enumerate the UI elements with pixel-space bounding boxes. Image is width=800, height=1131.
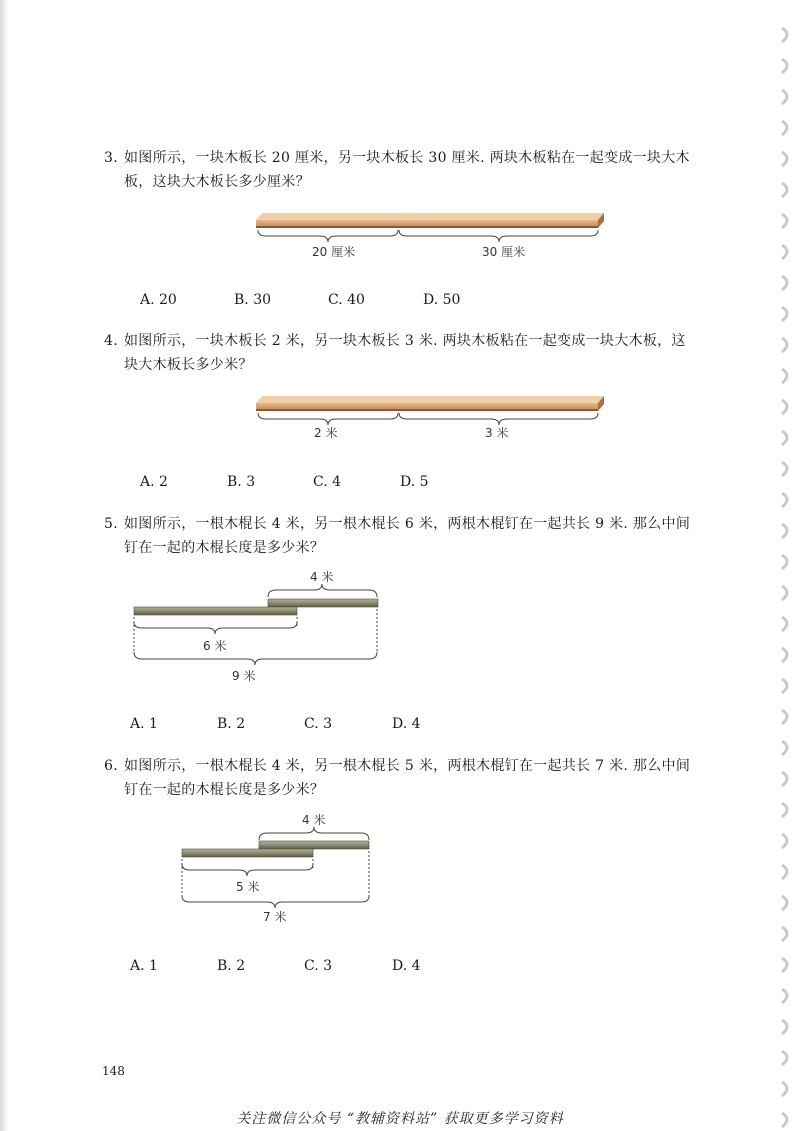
brace-total xyxy=(182,896,369,908)
binding-ring xyxy=(782,338,787,352)
brace-total xyxy=(134,652,377,665)
page-number: 148 xyxy=(102,1064,125,1078)
figure-label-left: 20 厘米 xyxy=(312,245,356,259)
binding-ring xyxy=(782,462,787,476)
binding-ring xyxy=(782,1020,787,1034)
option-c[interactable]: C. 3 xyxy=(304,716,333,732)
binding-ring xyxy=(782,586,787,600)
binding-ring xyxy=(782,958,787,972)
figure-label-top: 4 米 xyxy=(302,813,326,827)
binding-ring xyxy=(782,276,787,290)
binding-ring xyxy=(782,307,787,321)
binding-ring xyxy=(782,369,787,383)
wood-stick-lower xyxy=(182,849,313,857)
brace-inner xyxy=(182,864,313,876)
wood-board-right xyxy=(398,396,604,411)
binding-ring xyxy=(782,152,787,166)
option-a[interactable]: A. 2 xyxy=(140,474,168,490)
brace-right xyxy=(399,413,598,425)
option-c[interactable]: C. 40 xyxy=(328,292,365,308)
wood-stick-upper xyxy=(268,599,378,607)
binding-ring xyxy=(782,710,787,724)
option-a[interactable]: A. 20 xyxy=(140,292,177,308)
question-3-text: 3. 如图所示，一块木板长 20 厘米，另一块木板长 30 厘米. 两块木板粘在一起变成一块大木 板，这块大木板长多少厘米？ xyxy=(104,150,690,190)
option-d[interactable]: D. 4 xyxy=(392,958,421,974)
question-6-text: 6. 如图所示，一根木棍长 4 米，另一根木棍长 5 米，两根木棍钉在一起共长 7 米. 那么中间 钉在一起的木棍长度是多少米？ xyxy=(104,758,691,798)
figure-label-right: 3 米 xyxy=(485,426,509,440)
binding-ring xyxy=(782,989,787,1003)
option-b[interactable]: B. 2 xyxy=(217,716,246,732)
binding-ring xyxy=(782,121,787,135)
brace-top xyxy=(268,584,377,597)
binding-ring xyxy=(782,431,787,445)
binding-ring xyxy=(782,524,787,538)
page-left-edge xyxy=(0,0,8,1131)
figure-label-total: 9 米 xyxy=(232,669,256,683)
binding-ring xyxy=(782,245,787,259)
wood-board-left xyxy=(256,213,403,228)
binding-ring xyxy=(782,1082,787,1096)
spiral-binding xyxy=(770,0,800,1131)
binding-ring xyxy=(782,183,787,197)
figure-label-left: 2 米 xyxy=(314,426,338,440)
binding-ring xyxy=(782,896,787,910)
binding-ring xyxy=(782,772,787,786)
figure-label-right: 30 厘米 xyxy=(482,245,526,259)
brace-top xyxy=(259,827,369,840)
figure-label-total: 7 米 xyxy=(263,910,287,924)
option-b[interactable]: B. 3 xyxy=(227,474,256,490)
binding-ring xyxy=(782,214,787,228)
question-4-text: 4. 如图所示，一块木板长 2 米，另一块木板长 3 米. 两块木板粘在一起变成一块大木板，这 块大木板长多少米？ xyxy=(104,333,686,373)
footer-note: 关注微信公众号 “教辅资料站” 获取更多学习资料 xyxy=(236,1111,564,1127)
brace-right xyxy=(399,230,598,242)
wood-stick-upper xyxy=(259,841,369,849)
figure-label-top: 4 米 xyxy=(310,570,334,584)
binding-ring xyxy=(782,28,787,42)
option-c[interactable]: C. 4 xyxy=(313,474,342,490)
binding-ring xyxy=(782,400,787,414)
option-d[interactable]: D. 4 xyxy=(392,716,421,732)
wood-board-right xyxy=(398,213,604,228)
binding-ring xyxy=(782,1051,787,1065)
binding-ring xyxy=(782,59,787,73)
binding-ring xyxy=(782,679,787,693)
brace-inner xyxy=(134,622,297,634)
wood-stick-lower xyxy=(134,607,297,615)
figure-label-inner: 5 米 xyxy=(236,880,260,894)
option-d[interactable]: D. 5 xyxy=(400,474,429,490)
option-c[interactable]: C. 3 xyxy=(304,958,333,974)
binding-ring xyxy=(782,493,787,507)
option-a[interactable]: A. 1 xyxy=(130,958,158,974)
binding-ring xyxy=(782,741,787,755)
brace-left xyxy=(258,230,398,242)
binding-ring xyxy=(782,617,787,631)
option-d[interactable]: D. 50 xyxy=(423,292,461,308)
binding-ring xyxy=(782,834,787,848)
brace-left xyxy=(258,413,398,425)
figure-label-inner: 6 米 xyxy=(203,639,227,653)
wood-board-left xyxy=(256,396,403,411)
option-a[interactable]: A. 1 xyxy=(130,716,158,732)
binding-ring xyxy=(782,555,787,569)
binding-ring xyxy=(782,927,787,941)
binding-ring xyxy=(782,90,787,104)
binding-ring xyxy=(782,865,787,879)
question-5-text: 5. 如图所示，一根木棍长 4 米，另一根木棍长 6 米，两根木棍钉在一起共长 9 米. 那么中间 钉在一起的木棍长度是多少米？ xyxy=(104,516,691,556)
option-b[interactable]: B. 30 xyxy=(234,292,272,308)
binding-ring xyxy=(782,803,787,817)
option-b[interactable]: B. 2 xyxy=(217,958,246,974)
binding-ring xyxy=(782,648,787,662)
